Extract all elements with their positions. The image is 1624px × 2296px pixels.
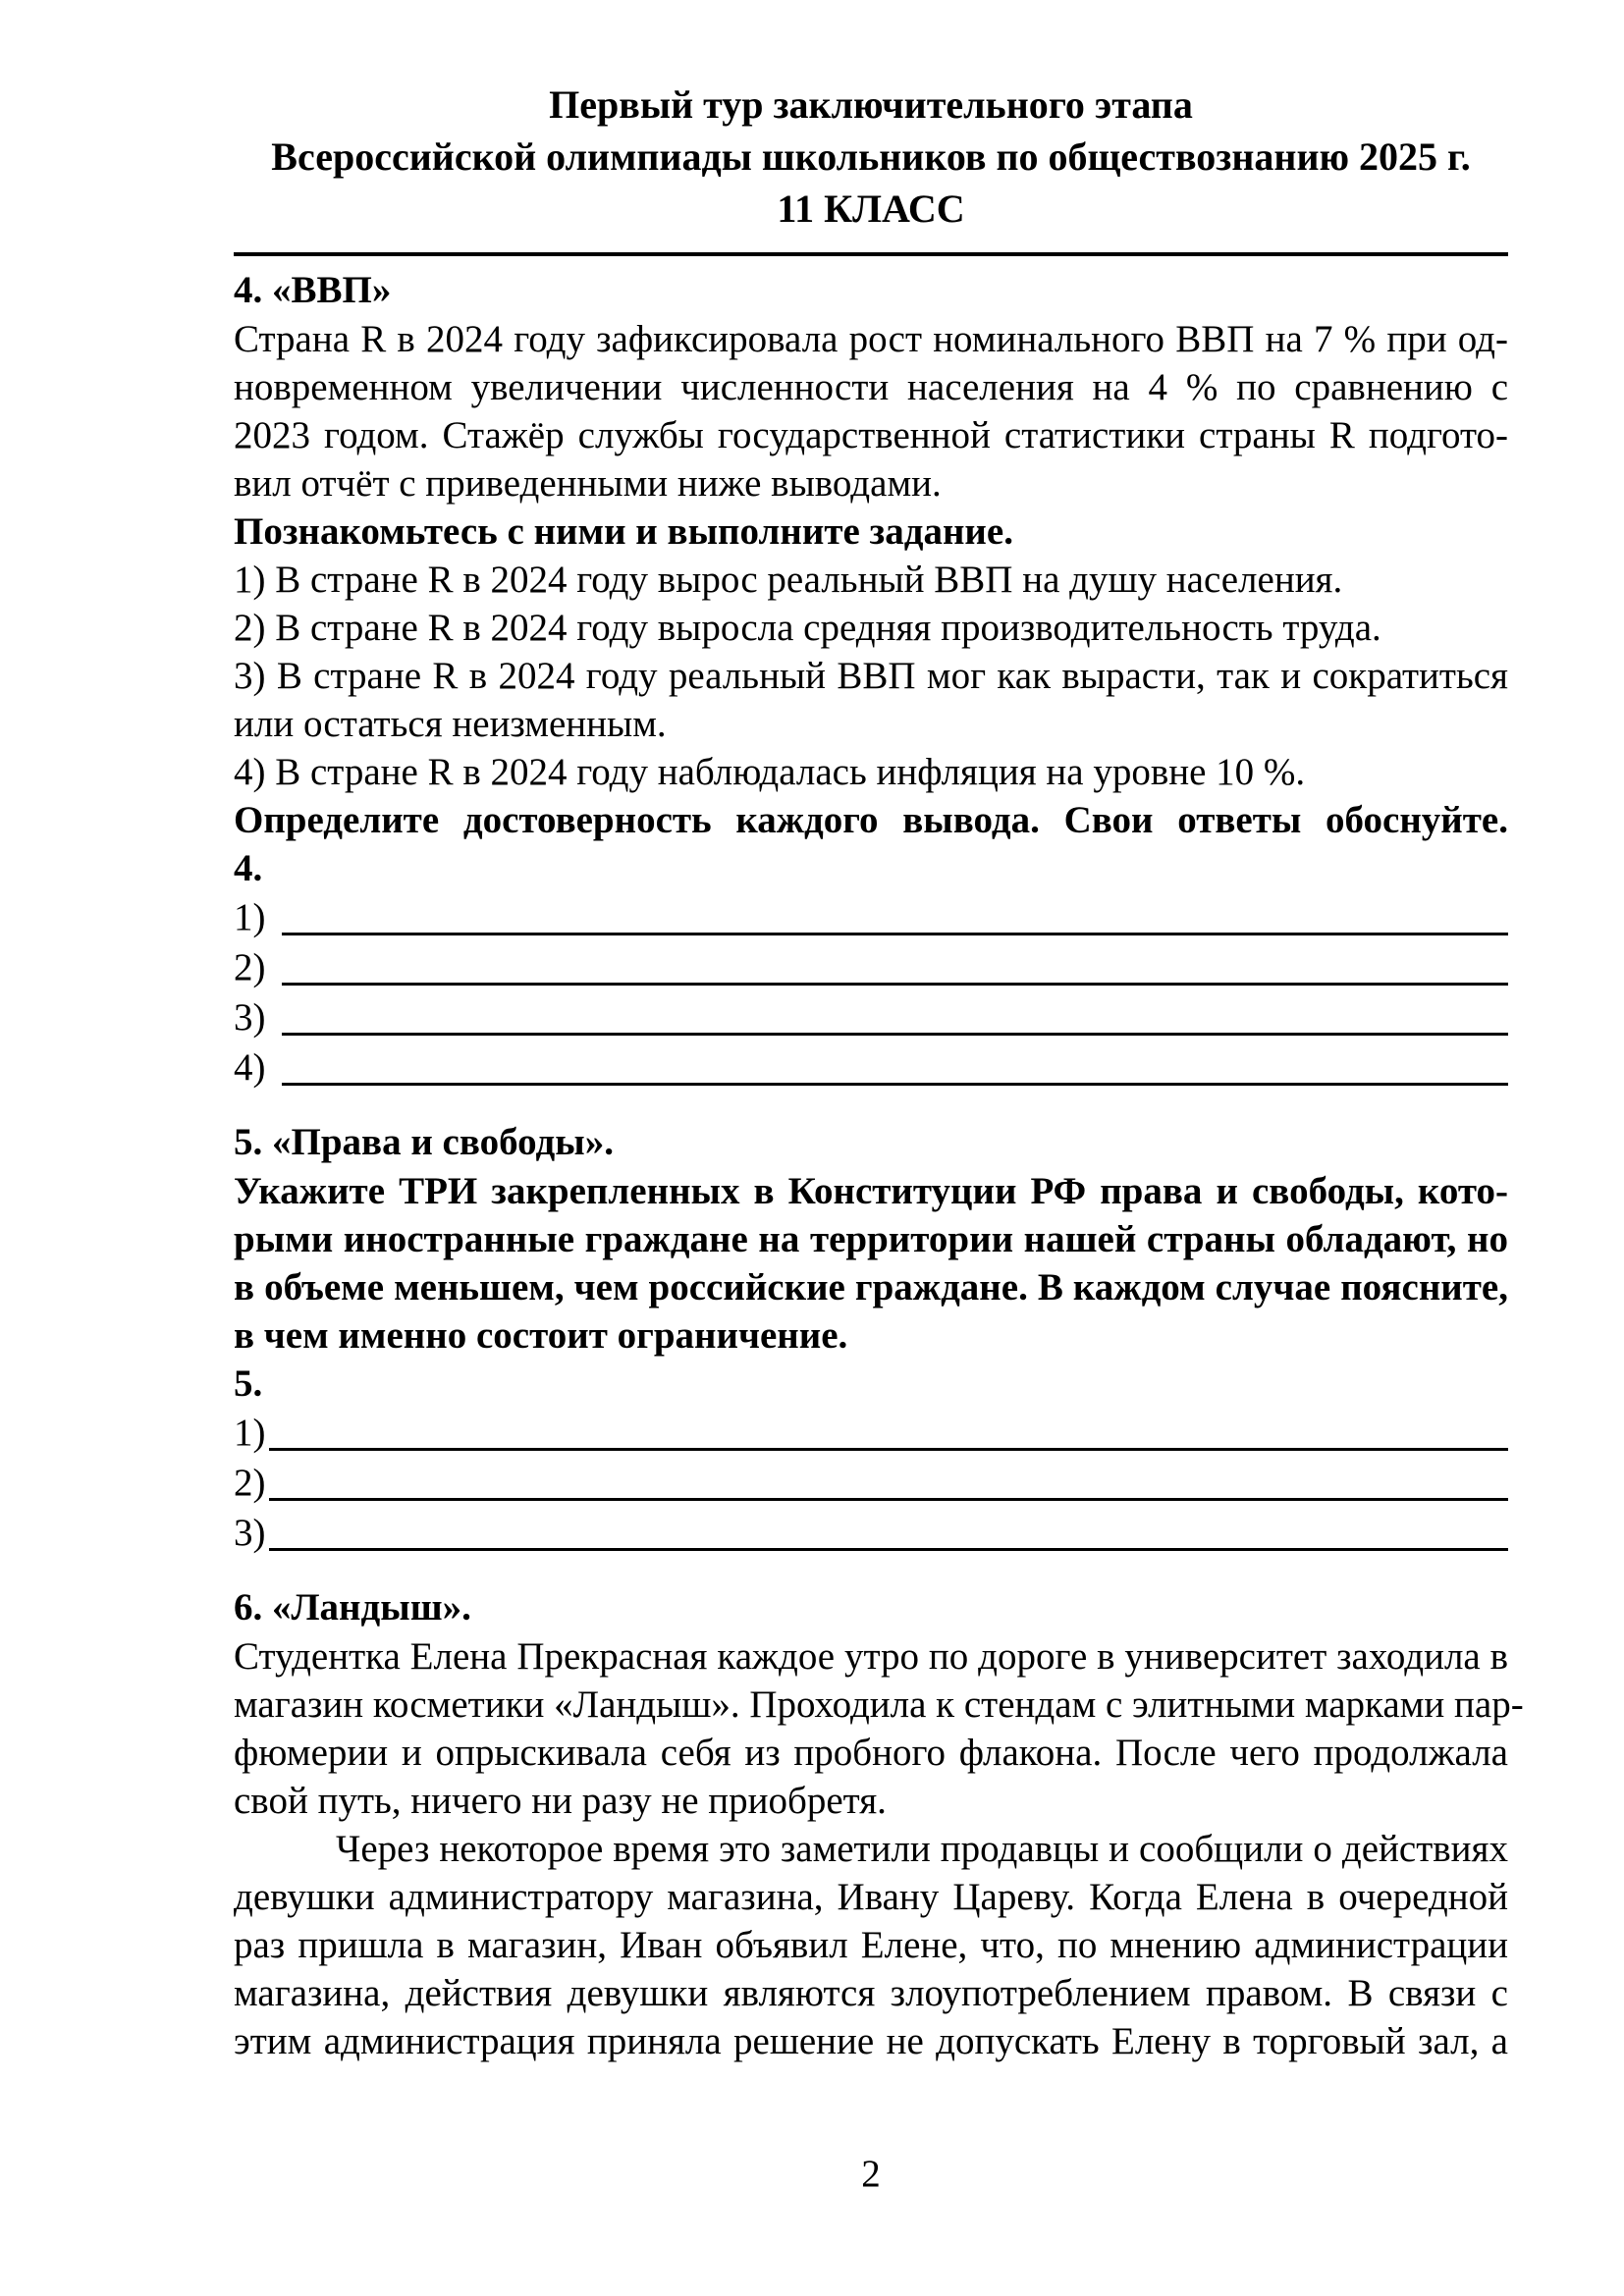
- section-5-rights: [234, 1118, 1508, 1558]
- section-4-gdp: [234, 266, 1508, 1093]
- section-6-landysh: [234, 1583, 1524, 2065]
- header-divider: [234, 252, 1508, 256]
- section-6-para1-line: фюмерии и опрыскивала себя из пробного флакона. После чего продолжала: [234, 1732, 1508, 1774]
- title-line-2: Всероссийской олимпиады школьников по обществознанию 2025 г.: [271, 134, 1471, 179]
- section-4-heading: 4. «ВВП»: [234, 269, 392, 311]
- section-6-para1-line: свой путь, ничего ни разу не приобретя.: [234, 1780, 887, 1822]
- section-5-task-line: Укажите ТРИ закрепленных в Конституции РФ права и свободы, кото-: [234, 1170, 1508, 1212]
- answer-blank-row: [234, 892, 1508, 942]
- section-5-task-line: рыми иностранные граждане на территории нашей страны обладают, но: [234, 1218, 1508, 1260]
- answer-blank-line: [269, 1448, 1509, 1451]
- title-line-3: 11 КЛАСС: [777, 187, 965, 231]
- title-line-1: Первый тур заключительного этапа: [549, 82, 1193, 127]
- answer-blank-line: [269, 1548, 1509, 1551]
- answer-blank-number: 4): [234, 1046, 266, 1089]
- section-5-answer-label: 5.: [234, 1362, 263, 1405]
- section-6-para2-line: раз пришла в магазин, Иван объявил Елене, что, по мнению администрации: [234, 1924, 1508, 1966]
- answer-blank-number: 2): [234, 946, 266, 988]
- answer-blank-number: 1): [234, 1412, 266, 1454]
- section-5-task-line: в чем именно состоит ограничение.: [234, 1314, 848, 1357]
- section-4-intro-line: Страна R в 2024 году зафиксировала рост номинального ВВП на 7 % при од-: [234, 318, 1508, 360]
- section-4-item-2: 2) В стране R в 2024 году выросла средняя производительность труда.: [234, 607, 1381, 649]
- section-4-intro-line: вил отчёт с приведенными ниже выводами.: [234, 462, 942, 505]
- answer-blank-line: [282, 983, 1509, 986]
- section-6-para2-line: девушки администратору магазина, Ивану Цареву. Когда Елена в очередной: [234, 1876, 1508, 1918]
- answer-blank-row: [234, 1458, 1508, 1508]
- section-6-heading: 6. «Ландыш».: [234, 1586, 471, 1629]
- answer-blank-row: [234, 1408, 1508, 1458]
- section-6-para1-line: Студентка Елена Прекрасная каждое утро по дороге в университет заходила в: [234, 1635, 1508, 1678]
- section-4-item-1: 1) В стране R в 2024 году вырос реальный ВВП на душу населения.: [234, 559, 1343, 601]
- section-6-para2-line: магазина, действия девушки являются злоупотреблением правом. В связи с: [234, 1972, 1508, 2014]
- section-6-para2-line: этим администрация приняла решение не допускать Елену в торговый зал, а: [234, 2020, 1508, 2062]
- answer-blank-row: [234, 992, 1508, 1042]
- answer-blank-row: [234, 942, 1508, 992]
- answer-blank-line: [269, 1498, 1509, 1501]
- answer-blank-number: 3): [234, 1512, 266, 1554]
- section-6-para2-line: Через некоторое время это заметили продавцы и сообщили о действиях: [336, 1828, 1508, 1870]
- section-4-intro-line: 2023 годом. Стажёр службы государственной статистики страны R подгото-: [234, 414, 1508, 456]
- answer-blank-row: [234, 1508, 1508, 1558]
- answer-blank-number: 2): [234, 1462, 266, 1504]
- answer-blank-number: 1): [234, 896, 266, 938]
- section-6-para1-line: магазин косметики «Ландыш». Проходила к стендам с элитными марками пар-: [234, 1683, 1524, 1726]
- answer-blank-line: [282, 1033, 1509, 1036]
- section-4-item-4: 4) В стране R в 2024 году наблюдалась инфляция на уровне 10 %.: [234, 751, 1306, 793]
- answer-blank-number: 3): [234, 996, 266, 1039]
- page-number: 2: [861, 2153, 881, 2195]
- section-4-intro-line: новременном увеличении численности населения на 4 % по сравнению с: [234, 366, 1508, 408]
- answer-blank-line: [282, 933, 1509, 935]
- section-5-heading: 5. «Права и свободы».: [234, 1121, 614, 1163]
- section-4-answer-label: 4.: [234, 847, 263, 889]
- section-5-task-line: в объеме меньшем, чем российские граждане. В каждом случае поясните,: [234, 1266, 1508, 1308]
- section-4-item-3-cont: или остаться неизменным.: [234, 703, 667, 745]
- answer-blank-row: [234, 1042, 1508, 1093]
- section-4-instruction: Определите достоверность каждого вывода. Свои ответы обоснуйте.: [234, 799, 1508, 841]
- section-4-task-prompt: Познакомьтесь с ними и выполните задание.: [234, 510, 1013, 553]
- section-4-item-3: 3) В стране R в 2024 году реальный ВВП мог как вырасти, так и сократиться: [234, 655, 1508, 697]
- answer-blank-line: [282, 1083, 1509, 1086]
- document-header: [234, 79, 1508, 235]
